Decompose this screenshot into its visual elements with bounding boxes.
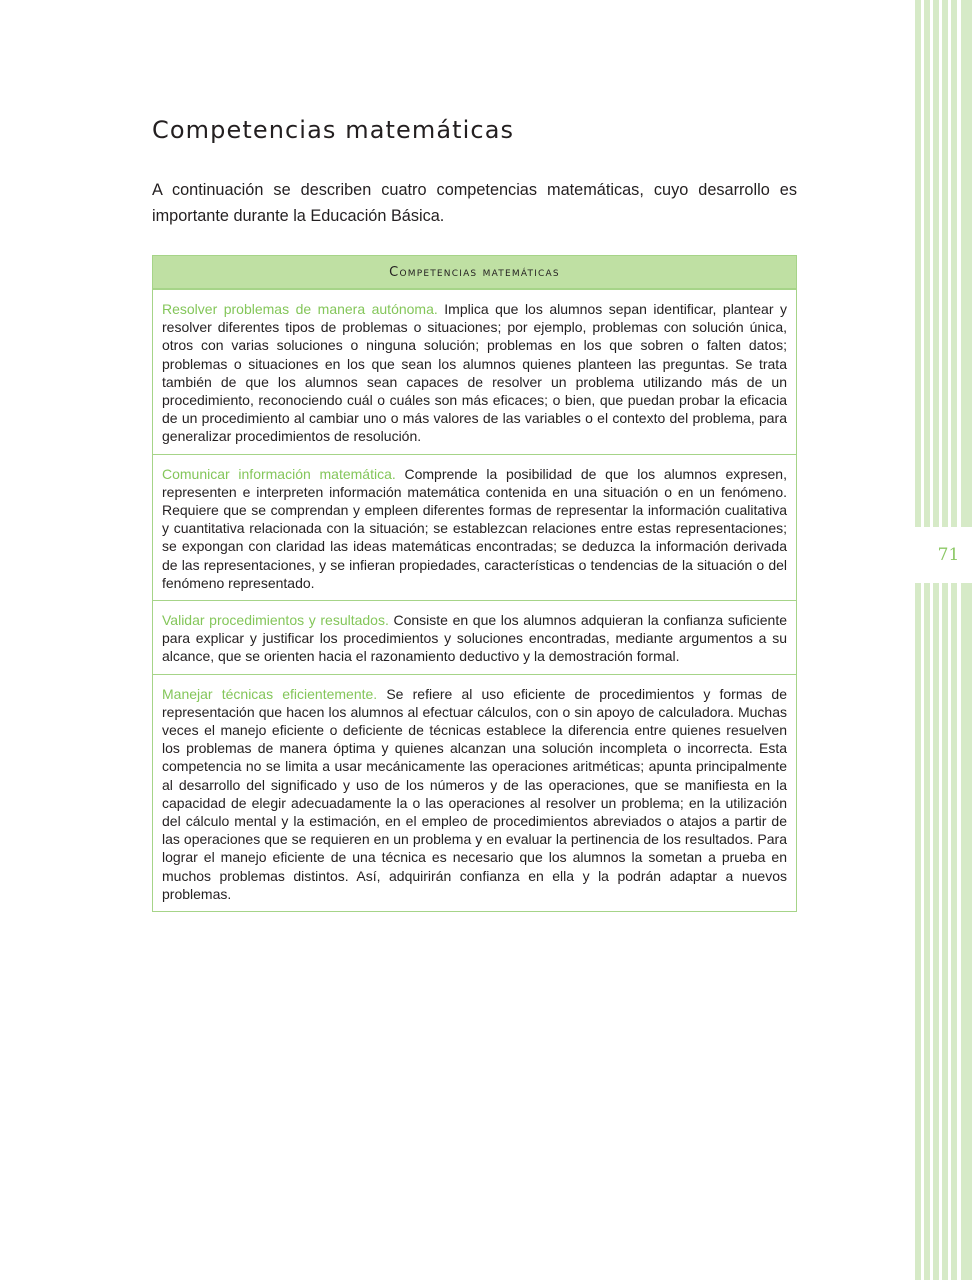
stripe (942, 0, 948, 1280)
competency-term: Manejar técnicas eficientemente. (162, 685, 387, 702)
table-row (153, 289, 796, 454)
decorative-side-stripes (915, 0, 972, 1280)
stripe (961, 0, 972, 1280)
competency-term: Comunicar información matemática. (162, 465, 405, 482)
table-row (153, 674, 796, 911)
table-row (153, 454, 796, 600)
competency-description: Consiste en que los alumnos adquieran la confianza suficiente para explicar y justificar los procedimientos y soluciones encontradas, mediante argumentos a su alcance, que se orienten hacia el razonamiento deductivo y la demostración formal. (162, 612, 787, 665)
competency-description: Comprende la posibilidad de que los alumnos expresen, representen e interpreten información matemática contenida en una situación o en un fenómeno. Requiere que se comprendan y empleen diferentes formas de representar la información cualitativa y cuantitativa relacionada con la situación; se establezcan relaciones entre estas representaciones; se expongan con claridad las ideas matemáticas encontradas; se deduzca la información derivada de las representaciones, y se infieran propiedades, características o tendencias de la situación o del fenómeno representado. (162, 465, 787, 591)
table-row (153, 600, 796, 674)
stripe (933, 0, 939, 1280)
competency-term: Validar procedimientos y resultados. (162, 612, 394, 629)
stripe (951, 0, 957, 1280)
table-header: Competencias matemáticas (153, 256, 796, 289)
page-title: Competencias matemáticas (152, 116, 515, 144)
stripe (924, 0, 930, 1280)
competencias-table (152, 255, 797, 912)
competency-description: Implica que los alumnos sepan identificar, plantear y resolver diferentes tipos de problemas o situaciones; por ejemplo, problemas con solución única, otros con varias soluciones o ninguna solución; problemas en los que sobren o falten datos; problemas o situaciones en los que sean los alumnos quienes planteen las preguntas. Se trata también de que los alumnos sean capaces de resolver un problema utilizando más de un procedimiento, reconociendo cuál o cuáles son más eficaces; o bien, que puedan probar la eficacia de un procedimiento al cambiar uno o más valores de las variables o el contexto del problema, para generalizar procedimientos de resolución. (162, 301, 787, 445)
intro-paragraph: A continuación se describen cuatro competencias matemáticas, cuyo desarrollo es importante durante la Educación Básica. (152, 181, 797, 225)
competency-description: Se refiere al uso eficiente de procedimientos y formas de representación que hacen los alumnos al efectuar cálculos, con o sin apoyo de calculadora. Muchas veces el manejo eficiente o deficiente de técnicas establece la diferencia entre quienes resuelven los problemas de manera óptima y quienes alcanzan una solución incompleta o incorrecta. Esta competencia no se limita a usar mecánicamente las operaciones aritméticas; apunta principalmente al desarrollo del significado y uso de los números y de las operaciones, que se manifiesta en la capacidad de elegir adecuadamente la o las operaciones al resolver un problema; en la utilización del cálculo mental y la estimación, en el empleo de procedimientos abreviados o atajos a partir de las operaciones que se requieren en un problema y en evaluar la pertinencia de los resultados. Para lograr el manejo eficiente de una técnica es necesario que los alumnos la sometan a prueba en muchos problemas distintos. Así, adquirirán confianza en ella y la podrán adaptar a nuevos problemas. (162, 685, 787, 902)
stripe (915, 0, 921, 1280)
page-number: 71 (937, 545, 960, 565)
page-number-box (915, 527, 972, 583)
competency-term: Resolver problemas de manera autónoma. (162, 301, 445, 317)
